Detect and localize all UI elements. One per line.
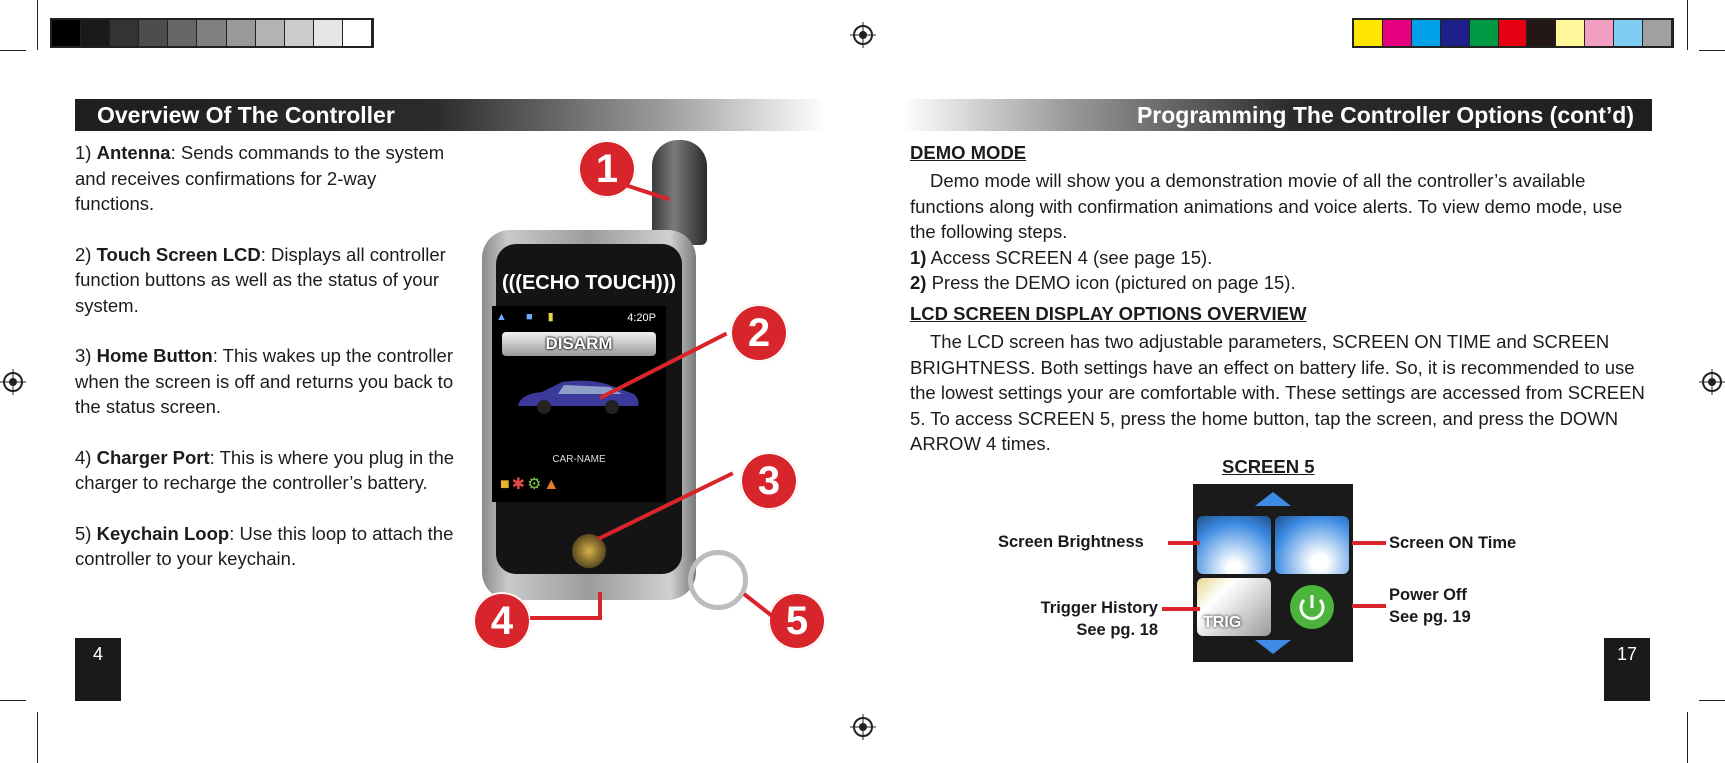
leader-brightness <box>1168 541 1200 545</box>
demo-step-2 <box>910 270 1646 296</box>
lcd-time: 4:20P <box>627 312 656 324</box>
label-trigger-history <box>1024 597 1158 641</box>
gray-swatch <box>314 20 343 46</box>
color-swatch <box>1499 20 1528 46</box>
screen5-illustration <box>1193 484 1353 662</box>
gray-swatch <box>285 20 314 46</box>
color-swatch <box>1441 20 1470 46</box>
leader-trigger-history <box>1162 607 1200 611</box>
registration-mark-icon <box>850 22 876 53</box>
component-list <box>75 140 455 597</box>
component-item <box>75 343 455 420</box>
lcd-options-heading: LCD SCREEN DISPLAY OPTIONS OVERVIEW <box>910 303 1307 324</box>
item-term: Charger Port <box>96 446 210 468</box>
registration-mark-icon <box>850 714 876 745</box>
power-icon <box>1275 578 1349 636</box>
keychain-loop <box>688 550 748 610</box>
component-item <box>75 521 455 572</box>
crop-mark <box>0 50 26 51</box>
item-number: 2) <box>75 243 97 265</box>
label-power-off <box>1389 584 1471 628</box>
power-off-line2: See pg. 19 <box>1389 608 1471 626</box>
crop-mark <box>1687 712 1688 763</box>
crop-mark <box>37 712 38 763</box>
color-swatch <box>1354 20 1383 46</box>
alarm-icon: ✱ <box>511 476 528 493</box>
gray-swatch <box>227 20 256 46</box>
color-swatch <box>1614 20 1643 46</box>
step-number: 2) <box>910 272 927 293</box>
left-page-title: Overview Of The Controller <box>97 102 395 128</box>
screen-brightness-button <box>1197 516 1271 574</box>
demo-mode-heading: DEMO MODE <box>910 142 1027 163</box>
lcd-status-bar <box>496 310 662 330</box>
callout-4: 4 <box>473 592 531 650</box>
gray-swatch <box>197 20 226 46</box>
gray-swatch <box>110 20 139 46</box>
callout-5: 5 <box>768 592 826 650</box>
color-swatch <box>1412 20 1441 46</box>
step-text: Press the DEMO icon (pictured on page 15). <box>926 272 1296 293</box>
crop-mark <box>37 0 38 50</box>
crop-mark <box>1699 50 1725 51</box>
page-number-right: 17 <box>1604 638 1650 701</box>
trigger-history-line1: Trigger History <box>1040 599 1158 617</box>
gray-swatch <box>81 20 110 46</box>
component-item <box>75 242 455 319</box>
touch-screen-lcd <box>492 306 666 502</box>
right-page-title: Programming The Controller Options (cont’d) <box>1136 102 1634 128</box>
color-swatch-bar <box>1352 18 1674 48</box>
item-number: 4) <box>75 446 97 468</box>
echo-touch-logo: (((ECHO TOUCH))) <box>501 272 677 294</box>
color-swatch <box>1643 20 1672 46</box>
item-number: 3) <box>75 345 97 366</box>
power-off-button <box>1275 578 1349 636</box>
car-name-label: CAR-NAME <box>552 454 606 465</box>
demo-mode-text: Demo mode will show you a demonstration movie of all the controller’s available functions along with confirmation animations and voice alerts. To view demo mode, use the following steps. <box>910 170 1623 242</box>
gray-swatch <box>168 20 197 46</box>
gray-swatch <box>256 20 285 46</box>
label-screen-on-time: Screen ON Time <box>1389 534 1517 552</box>
demo-step-1 <box>910 245 1646 271</box>
right-page-header <box>902 99 1652 131</box>
leader-power-off <box>1352 604 1386 608</box>
item-description: : This wakes up the controller when the screen is off and returns you back to the status screen. <box>75 345 454 417</box>
item-description: : Sends commands to the system and receives confirmations for 2-way functions. <box>75 142 445 214</box>
car-icon <box>512 376 642 416</box>
leader-line-4 <box>530 616 602 620</box>
item-description: : Use this loop to attach the controller to your keychain. <box>75 522 454 569</box>
leader-line-5 <box>743 592 774 617</box>
color-swatch <box>1585 20 1614 46</box>
lcd-function-icons <box>500 474 561 494</box>
crop-mark <box>1687 0 1688 50</box>
leader-on-time <box>1352 541 1386 545</box>
screen-on-time-button <box>1275 516 1349 574</box>
lock-icon: ■ <box>500 476 512 493</box>
trigger-history-line2: See pg. 18 <box>1076 621 1158 639</box>
step-text: Access SCREEN 4 (see page 15). <box>926 247 1213 268</box>
registration-mark-icon <box>0 369 26 400</box>
item-term: Touch Screen LCD <box>96 243 261 265</box>
item-term: Antenna <box>96 142 171 163</box>
item-term: Keychain Loop <box>96 522 230 544</box>
callout-3: 3 <box>740 452 798 510</box>
label-screen-brightness: Screen Brightness <box>998 533 1144 551</box>
screen5-title: SCREEN 5 <box>1222 456 1315 477</box>
registration-mark-icon <box>1699 369 1725 400</box>
color-swatch <box>1470 20 1499 46</box>
item-number: 5) <box>75 522 97 544</box>
component-item <box>75 140 455 217</box>
color-swatch <box>1383 20 1412 46</box>
callout-1: 1 <box>578 140 636 198</box>
item-number: 1) <box>75 142 97 163</box>
gear-icon: ⚙ <box>527 476 544 493</box>
down-arrow-icon <box>1255 640 1291 654</box>
run-icon: ▲ <box>543 476 562 493</box>
gray-swatch <box>139 20 168 46</box>
car-status-icon: ■ <box>525 311 533 323</box>
battery-icon: ▮ <box>547 311 554 323</box>
step-number: 1) <box>910 247 927 268</box>
item-term: Home Button <box>96 345 213 366</box>
left-page-header <box>75 99 825 131</box>
power-off-line1: Power Off <box>1389 586 1467 604</box>
lcd-options-text: The LCD screen has two adjustable parameters, SCREEN ON TIME and SCREEN BRIGHTNESS. Both settings have an effect on battery life. So, it is recommended to use the lowest settings your are comfortable with. These settings are accessed from SCREEN 5. To access SCREEN 5, press the home button, tap the screen, and press the DOWN ARROW 4 times. <box>910 331 1645 454</box>
antenna-signal-icon: ▲ <box>496 311 507 323</box>
gray-swatch <box>52 20 81 46</box>
callout-2: 2 <box>730 304 788 362</box>
disarm-status: DISARM <box>502 332 656 356</box>
crop-mark <box>1699 700 1725 701</box>
up-arrow-icon <box>1255 492 1291 506</box>
grayscale-bar <box>50 18 374 48</box>
component-item <box>75 445 455 496</box>
crop-mark <box>0 700 26 701</box>
color-swatch <box>1556 20 1585 46</box>
color-swatch <box>1527 20 1556 46</box>
page-number-left: 4 <box>75 638 121 701</box>
item-description: : Displays all controller function buttons as well as the status of your system. <box>75 243 446 316</box>
item-description: : This is where you plug in the charger to recharge the controller’s battery. <box>75 446 455 493</box>
leader-line-4b <box>598 592 602 618</box>
gray-swatch <box>343 20 372 46</box>
trigger-history-button: TRIG <box>1197 578 1271 636</box>
